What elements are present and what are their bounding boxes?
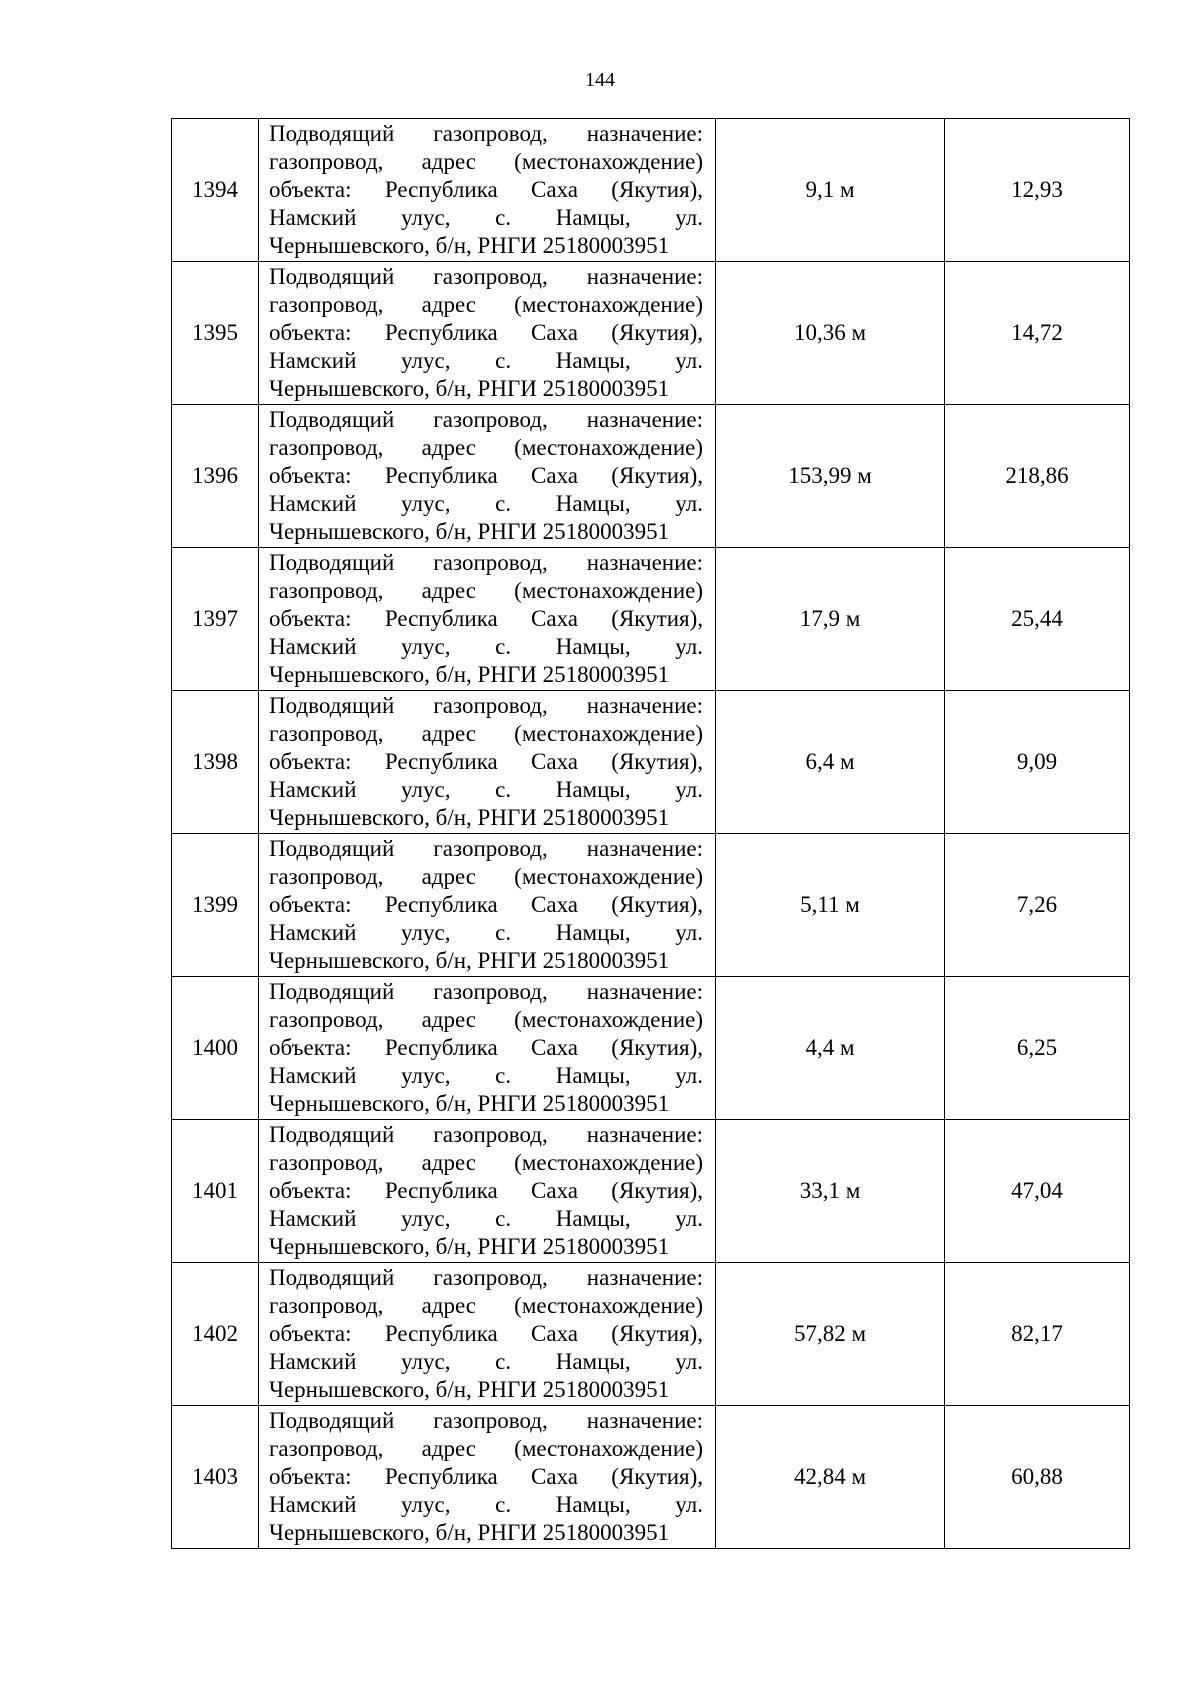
row-id-cell: 1401 xyxy=(172,1120,259,1263)
row-description-cell: Подводящий газопровод, назначение: газопровод, адрес (местонахождение) объекта: Республика Саха (Якутия), Намский улус, с. Намцы, ул. Чернышевского, б/н, РНГИ 25180003951 xyxy=(259,405,716,548)
row-description-cell: Подводящий газопровод, назначение: газопровод, адрес (местонахождение) объекта: Республика Саха (Якутия), Намский улус, с. Намцы, ул. Чернышевского, б/н, РНГИ 25180003951 xyxy=(259,1406,716,1549)
row-description-cell: Подводящий газопровод, назначение: газопровод, адрес (местонахождение) объекта: Республика Саха (Якутия), Намский улус, с. Намцы, ул. Чернышевского, б/н, РНГИ 25180003951 xyxy=(259,977,716,1120)
table-row xyxy=(172,691,1130,834)
row-length-cell: 10,36 м xyxy=(716,262,945,405)
row-length-cell: 6,4 м xyxy=(716,691,945,834)
row-length-cell: 4,4 м xyxy=(716,977,945,1120)
row-id-cell: 1396 xyxy=(172,405,259,548)
row-id-cell: 1403 xyxy=(172,1406,259,1549)
row-id-cell: 1397 xyxy=(172,548,259,691)
row-value-cell: 14,72 xyxy=(945,262,1130,405)
row-length-cell: 9,1 м xyxy=(716,119,945,262)
table-row xyxy=(172,977,1130,1120)
row-length-cell: 42,84 м xyxy=(716,1406,945,1549)
row-description-cell: Подводящий газопровод, назначение: газопровод, адрес (местонахождение) объекта: Республика Саха (Якутия), Намский улус, с. Намцы, ул. Чернышевского, б/н, РНГИ 25180003951 xyxy=(259,834,716,977)
row-description-cell: Подводящий газопровод, назначение: газопровод, адрес (местонахождение) объекта: Республика Саха (Якутия), Намский улус, с. Намцы, ул. Чернышевского, б/н, РНГИ 25180003951 xyxy=(259,548,716,691)
row-value-cell: 25,44 xyxy=(945,548,1130,691)
table-row xyxy=(172,1263,1130,1406)
table-row xyxy=(172,1406,1130,1549)
row-description-cell: Подводящий газопровод, назначение: газопровод, адрес (местонахождение) объекта: Республика Саха (Якутия), Намский улус, с. Намцы, ул. Чернышевского, б/н, РНГИ 25180003951 xyxy=(259,1263,716,1406)
row-length-cell: 57,82 м xyxy=(716,1263,945,1406)
row-value-cell: 60,88 xyxy=(945,1406,1130,1549)
row-length-cell: 5,11 м xyxy=(716,834,945,977)
row-length-cell: 33,1 м xyxy=(716,1120,945,1263)
row-description-cell: Подводящий газопровод, назначение: газопровод, адрес (местонахождение) объекта: Республика Саха (Якутия), Намский улус, с. Намцы, ул. Чернышевского, б/н, РНГИ 25180003951 xyxy=(259,1120,716,1263)
row-value-cell: 7,26 xyxy=(945,834,1130,977)
row-id-cell: 1400 xyxy=(172,977,259,1120)
row-length-cell: 153,99 м xyxy=(716,405,945,548)
row-id-cell: 1399 xyxy=(172,834,259,977)
table-row xyxy=(172,119,1130,262)
row-id-cell: 1398 xyxy=(172,691,259,834)
row-value-cell: 12,93 xyxy=(945,119,1130,262)
row-value-cell: 9,09 xyxy=(945,691,1130,834)
property-registry-table xyxy=(171,118,1130,1549)
row-value-cell: 82,17 xyxy=(945,1263,1130,1406)
table-row xyxy=(172,834,1130,977)
row-description-cell: Подводящий газопровод, назначение: газопровод, адрес (местонахождение) объекта: Республика Саха (Якутия), Намский улус, с. Намцы, ул. Чернышевского, б/н, РНГИ 25180003951 xyxy=(259,262,716,405)
registry-table-body xyxy=(172,119,1130,1549)
table-row xyxy=(172,1120,1130,1263)
row-length-cell: 17,9 м xyxy=(716,548,945,691)
table-row xyxy=(172,405,1130,548)
row-id-cell: 1395 xyxy=(172,262,259,405)
page-number: 144 xyxy=(585,69,615,91)
row-id-cell: 1402 xyxy=(172,1263,259,1406)
row-value-cell: 218,86 xyxy=(945,405,1130,548)
row-description-cell: Подводящий газопровод, назначение: газопровод, адрес (местонахождение) объекта: Республика Саха (Якутия), Намский улус, с. Намцы, ул. Чернышевского, б/н, РНГИ 25180003951 xyxy=(259,691,716,834)
row-value-cell: 47,04 xyxy=(945,1120,1130,1263)
row-id-cell: 1394 xyxy=(172,119,259,262)
row-description-cell: Подводящий газопровод, назначение: газопровод, адрес (местонахождение) объекта: Республика Саха (Якутия), Намский улус, с. Намцы, ул. Чернышевского, б/н, РНГИ 25180003951 xyxy=(259,119,716,262)
table-row xyxy=(172,262,1130,405)
row-value-cell: 6,25 xyxy=(945,977,1130,1120)
table-row xyxy=(172,548,1130,691)
